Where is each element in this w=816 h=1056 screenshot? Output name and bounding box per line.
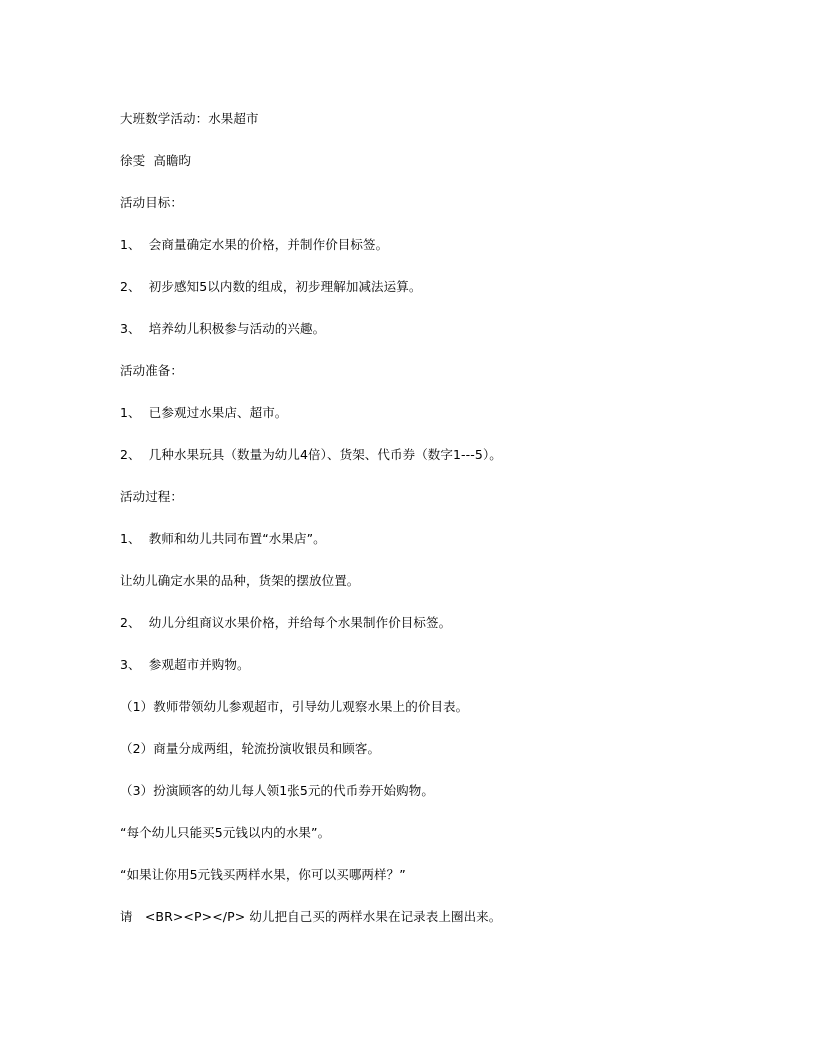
quote-rule: “每个幼儿只能买5元钱以内的水果”。 xyxy=(120,825,331,840)
preparation-item-2: 2、 几种水果玩具（数量为幼儿4倍）、货架、代币券（数字1---5）。 xyxy=(120,447,502,462)
goal-item-1: 1、 会商量确定水果的价格，并制作价目标签。 xyxy=(120,237,389,252)
quote-question: “如果让你用5元钱买两样水果，你可以买哪两样？” xyxy=(120,867,406,882)
preparation-item-1: 1、 已参观过水果店、超市。 xyxy=(120,405,288,420)
process-item-1: 1、 教师和幼儿共同布置“水果店”。 xyxy=(120,531,326,546)
goal-item-2: 2、 初步感知5以内数的组成，初步理解加减法运算。 xyxy=(120,279,422,294)
process-subitem-3: （3）扮演顾客的幼儿每人领1张5元的代币券开始购物。 xyxy=(120,783,434,798)
document-body xyxy=(120,110,720,950)
process-item-2: 2、 幼儿分组商议水果价格，并给每个水果制作价目标签。 xyxy=(120,615,452,630)
process-paragraph: 让幼儿确定水果的品种，货架的摆放位置。 xyxy=(120,573,360,588)
process-subitem-2: （2）商量分成两组，轮流扮演收银员和顾客。 xyxy=(120,741,381,756)
process-item-3: 3、 参观超市并购物。 xyxy=(120,657,250,672)
final-instruction: 请 <BR><P></P> 幼儿把自己买的两样水果在记录表上圈出来。 xyxy=(120,909,502,924)
document-title: 大班数学活动：水果超市 xyxy=(120,111,259,126)
process-subitem-1: （1）教师带领幼儿参观超市，引导幼儿观察水果上的价目表。 xyxy=(120,699,469,714)
document-authors: 徐雯 高瞻昀 xyxy=(120,153,192,168)
heading-goals: 活动目标： xyxy=(120,195,184,210)
heading-preparation: 活动准备： xyxy=(120,363,184,378)
heading-process: 活动过程： xyxy=(120,489,184,504)
goal-item-3: 3、 培养幼儿积极参与活动的兴趣。 xyxy=(120,321,326,336)
